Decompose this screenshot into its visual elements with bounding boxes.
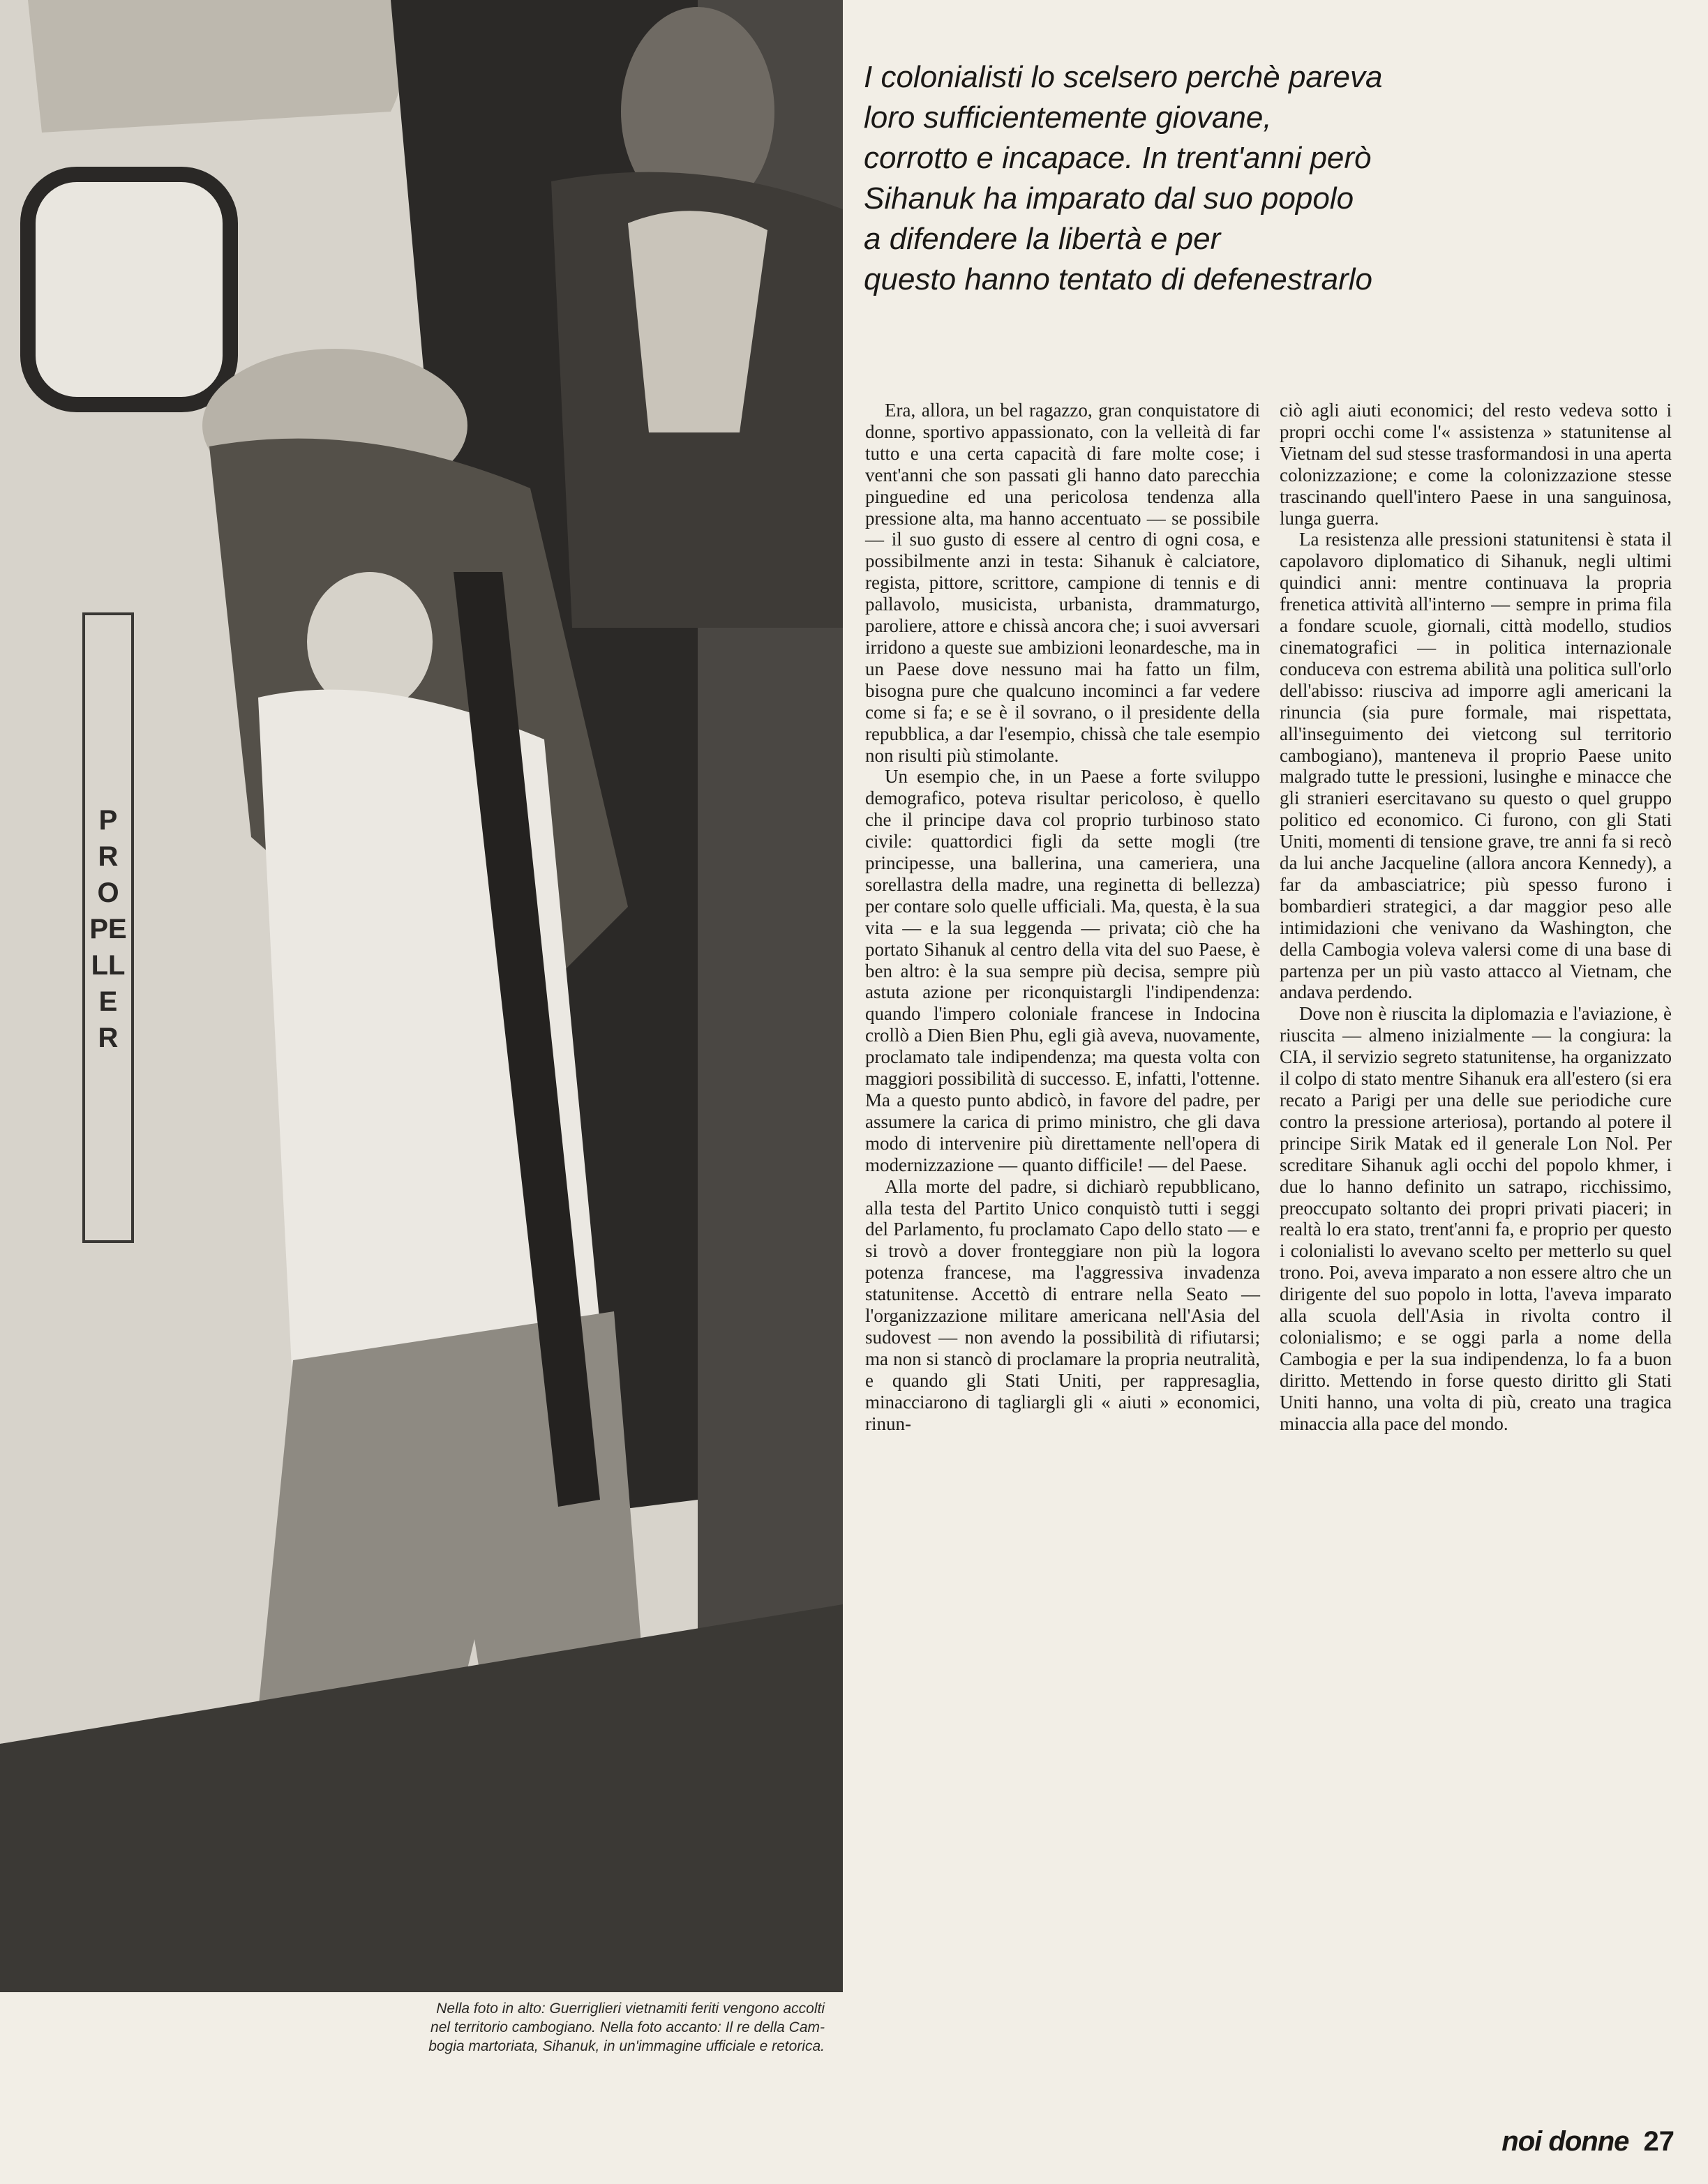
page-footer [1501,2126,1675,2157]
headline [864,57,1680,300]
paragraph: Un esempio che, in un Paese a forte sviluppo demografico, poteva risultar pericoloso, è quello che il principe dava col proprio turbinoso stato civile: quattordici figli da sette mogli (tre principesse, una ballerina, una cameriera, una sorellastra della madre, una reginetta di bellezza) per contare solo quelle ufficiali. Ma, questa, è la sua vita — e la sua leggenda — privata; ciò che ha portato Sihanuk al centro della vita del suo Paese, è ben altro: è la sua sempre più decisa, sempre più astuta azione per riconquistargli l'indipendenza: quando l'impero coloniale francese in Indocina crollò a Dien Bien Phu, egli già aveva, nuovamente, proclamato tale indipendenza; ma questa volta con maggiori possibilità di successo. E, infatti, l'ottenne. Ma a questo punto abdicò, in favore del padre, per assumere la carica di primo ministro, che gli dava modo di intervenire più direttamente nell'opera di modernizzazione — quanto difficile! — del Paese. [865,766,1260,1175]
headline-line: questo hanno tentato di defenestrarlo [864,262,1372,296]
page-number: 27 [1643,2126,1675,2157]
paragraph: Dove non è riuscita la diplomazia e l'aviazione, è riuscita — almeno inizialmente — la congiura: la CIA, il servizio segreto statunitense, ha organizzato il colpo di stato mentre Sihanuk era all'estero (si era recato a Parigi per una delle sue periodiche cure contro la pressione arteriosa), portando al potere il principe Sirik Matak ed il generale Lon Nol. Per screditare Sihanuk agli occhi del popolo khmer, i due lo hanno definito un satrapo, ricchissimo, preoccupato soltanto dei propri privati piaceri; in realtà lo era stato, trent'anni fa, e proprio per questo i colonialisti lo avevano scelto per metterlo su quel trono. Poi, aveva imparato a non essere altro che un dirigente del suo popolo in lotta, l'aveva imparato alla scuola dell'Asia in rivolta contro il colonialismo; e se oggi parla a nome della Cambogia e per la sua indipendenza, lo fa a buon diritto. Mettendo in forse questo diritto gli Stati Uniti hanno, una volta di più, creato una tragica minaccia alla pace del mondo. [1280,1003,1672,1434]
paragraph: ciò agli aiuti economici; del resto vedeva sotto i propri occhi come l'« assistenza » statunitense al Vietnam del sud stesse trasformandosi in una aperta colonizzazione; e come la colonizzazione stesse trascinando quell'intero Paese in una sanguinosa, lunga guerra. [1280,400,1672,529]
main-photo [0,0,843,1992]
truck-lettering: PROPELLER [89,805,127,1053]
caption-line: bogia martoriata, Sihanuk, in un'immagine ufficiale e retorica. [428,2038,825,2054]
headline-line: loro sufficientemente giovane, [864,100,1272,135]
caption-line: Nella foto in alto: Guerriglieri vietnamiti feriti vengono accolti [436,2001,825,2017]
headline-line: I colonialisti lo scelsero perchè pareva [864,60,1383,94]
headline-line: corrotto e incapace. In trent'anni però [864,141,1372,175]
caption-line: nel territorio cambogiano. Nella foto accanto: Il re della Cam- [430,2019,825,2035]
article-column-1 [865,400,1260,1435]
magazine-name: noi donne [1501,2126,1629,2157]
headline-line: Sihanuk ha imparato dal suo popolo [864,181,1354,216]
photo-caption [204,1999,825,2056]
paragraph: Era, allora, un bel ragazzo, gran conquistatore di donne, sportivo appassionato, con la velleità di far tutto e una certa capacità di fare molte cose; i vent'anni che son passati gli hanno dato parecchia pinguedine ed una pericolosa tendenza alla pressione alta, ma hanno accentuato — se possibile — il suo gusto di essere al centro di ogni cosa, e possibilmente anzi in testa: Sihanuk è calciatore, regista, pittore, scrittore, campione di tennis e di pallavolo, musicista, urbanista, drammaturgo, paroliere, attore e chissà ancora che; i suoi avversari irridono a queste sue ambizioni leonardesche, ma in un Paese dove nessuno mai ha fatto un film, bisogna pure che qualcuno incominci a far vedere come si fa; e se è il sovrano, o il presidente della repubblica, a dar l'esempio, chissà che tale esempio non risulti più stimolante. [865,400,1260,766]
headline-line: a difendere la libertà e per [864,222,1221,256]
truck-window [28,174,230,405]
article-column-2 [1280,400,1672,1435]
paragraph: Alla morte del padre, si dichiarò repubblicano, alla testa del Partito Unico conquistò tutti i seggi del Parlamento, fu proclamato Capo dello stato — e si trovò a dover fronteggiare non più la logora potenza francese, ma l'aggressiva invadenza statunitense. Accettò di entrare nella Seato — l'organizzazione militare americana nell'Asia del sudovest — non avendo la possibilità di rifiutarsi; ma non si stancò di proclamare la propria neutralità, e quando gli Stati Uniti, per rappresaglia, minacciarono di tagliargli gli « aiuti » economici, rinun- [865,1175,1260,1434]
paragraph: La resistenza alle pressioni statunitensi è stata il capolavoro diplomatico di Sihanuk, negli ultimi quindici anni: mentre continuava la propria frenetica attività all'interno — sempre in prima fila a fondare scuole, giornali, città modello, studios cinematografici — in politica internazionale conduceva con estrema abilità una politica sull'orlo dell'abisso: riusciva ad imporre agli americani la rinuncia (sia pure formale, mai rispettata, all'inseguimento dei vietcong sul territorio cambogiano), manteneva il proprio Paese unito malgrado tutte le pressioni, lusinghe e minacce che gli stranieri esercitavano su questo o quel gruppo politico ed economico. Ci furono, con gli Stati Uniti, momenti di tensione grave, tre anni fa si recò da lui anche Jacqueline (allora ancora Kennedy), a far da ambasciatrice; più spesso furono i bombardieri strategici, a dar maggior peso alle intimidazioni che venivano da Washington, che della Cambogia voleva valersi come di una base di partenza per un più vasto attacco al Vietnam, che andava perdendo. [1280,529,1672,1003]
